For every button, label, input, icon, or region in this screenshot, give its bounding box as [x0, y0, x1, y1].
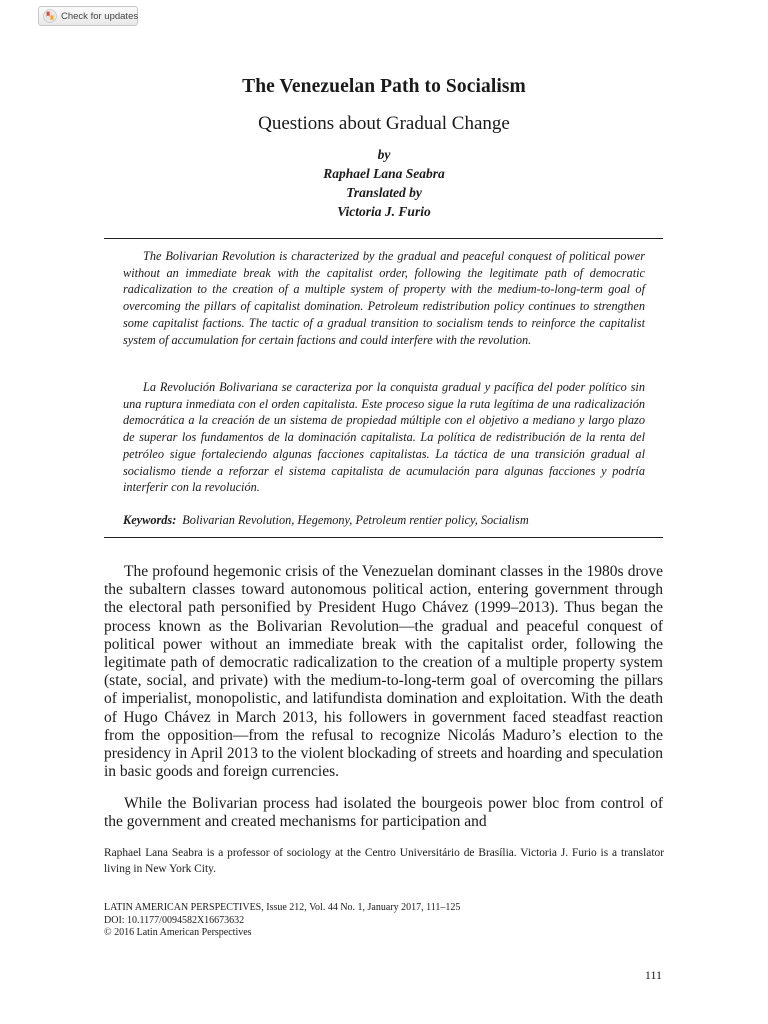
abstract-spanish: La Revolución Bolivariana se caracteriza por la conquista gradual y pacífica del poder político sin una ruptura inmediata con el orden capitalista. Este proceso sigue la ruta legítima de una radicalización democrática a la creación de un sistema de propiedad múltiple con el objetivo a mediano y largo plazo de superar los fundamentos de la dominación capitalista. La política de redistribución de la renta del petróleo sigue fortaleciendo algunas facciones capitalistas. La táctica de una transición gradual al socialismo tiende a reforzar el sistema capitalista de acumulación para algunas facciones y podría interferir con la revolución. — [123, 380, 645, 495]
copyright: © 2016 Latin American Perspectives — [104, 927, 252, 938]
abstract-bottom-divider — [104, 537, 663, 538]
body-paragraph-1: The profound hegemonic crisis of the Venezuelan dominant classes in the 1980s drove the subaltern classes toward autonomous political action, entering government through the electoral path personified by President Hugo Chávez (1999–2013). Thus began the process known as the Bolivarian Revolution—the gradual and peaceful conquest of political power without an immediate break with the capitalist order, following the legitimate path of democratic radicalization to the creation of a multiple property system (state, social, and private) with the medium-to-long-term goal of overcoming the pillars of imperialist, monopolistic, and latifundista domination and exploitation. With the death of Hugo Chávez in March 2013, his followers in government faced steadfast reaction from the opposition—from the refusal to recognize Nicolás Maduro’s election to the presidency in April 2013 to the violent blockading of streets and hoarding and speculation in basic goods and foreign currencies. — [104, 563, 663, 781]
by-label: by — [377, 147, 391, 162]
journal-line: LATIN AMERICAN PERSPECTIVES, Issue 212, Vol. 44 No. 1, January 2017, 111–125 — [104, 902, 461, 913]
check-for-updates-label: Check for updates — [61, 10, 139, 22]
citation-block — [104, 902, 664, 940]
page-number: 111 — [644, 968, 662, 982]
keywords-text: Bolivarian Revolution, Hegemony, Petroleum rentier policy, Socialism — [182, 513, 529, 527]
keywords-label: Keywords: — [123, 513, 177, 527]
article-subtitle: Questions about Gradual Change — [258, 113, 510, 134]
author-name: Raphael Lana Seabra — [323, 166, 445, 181]
body-paragraph-2: While the Bolivarian process had isolated the bourgeois power bloc from control of the government and created mechanisms for participation and — [104, 795, 663, 831]
translator-name: Victoria J. Furio — [337, 204, 431, 219]
byline — [0, 145, 768, 221]
author-note: Raphael Lana Seabra is a professor of sociology at the Centro Universitário de Brasília. Victoria J. Furio is a translator living in New York City. — [104, 847, 664, 875]
crossmark-icon — [43, 9, 57, 23]
abstract-top-divider — [104, 238, 663, 239]
abstract-english: The Bolivarian Revolution is characterized by the gradual and peaceful conquest of political power without an immediate break with the capitalist order, following the legitimate path of democratic radicalization to the creation of a multiple system of property with the medium-to-long-term goal of overcoming the pillars of capitalist domination. Petroleum redistribution policy continues to strengthen some capitalist factions. The tactic of a gradual transition to socialism tends to reinforce the capitalist system of accumulation for certain factions and could interfere with the revolution. — [123, 249, 645, 347]
doi: DOI: 10.1177/0094582X16673632 — [104, 914, 245, 926]
translated-by-label: Translated by — [346, 185, 422, 200]
keywords — [123, 512, 663, 529]
check-for-updates-button[interactable] — [38, 6, 138, 26]
article-title: The Venezuelan Path to Socialism — [242, 76, 526, 97]
